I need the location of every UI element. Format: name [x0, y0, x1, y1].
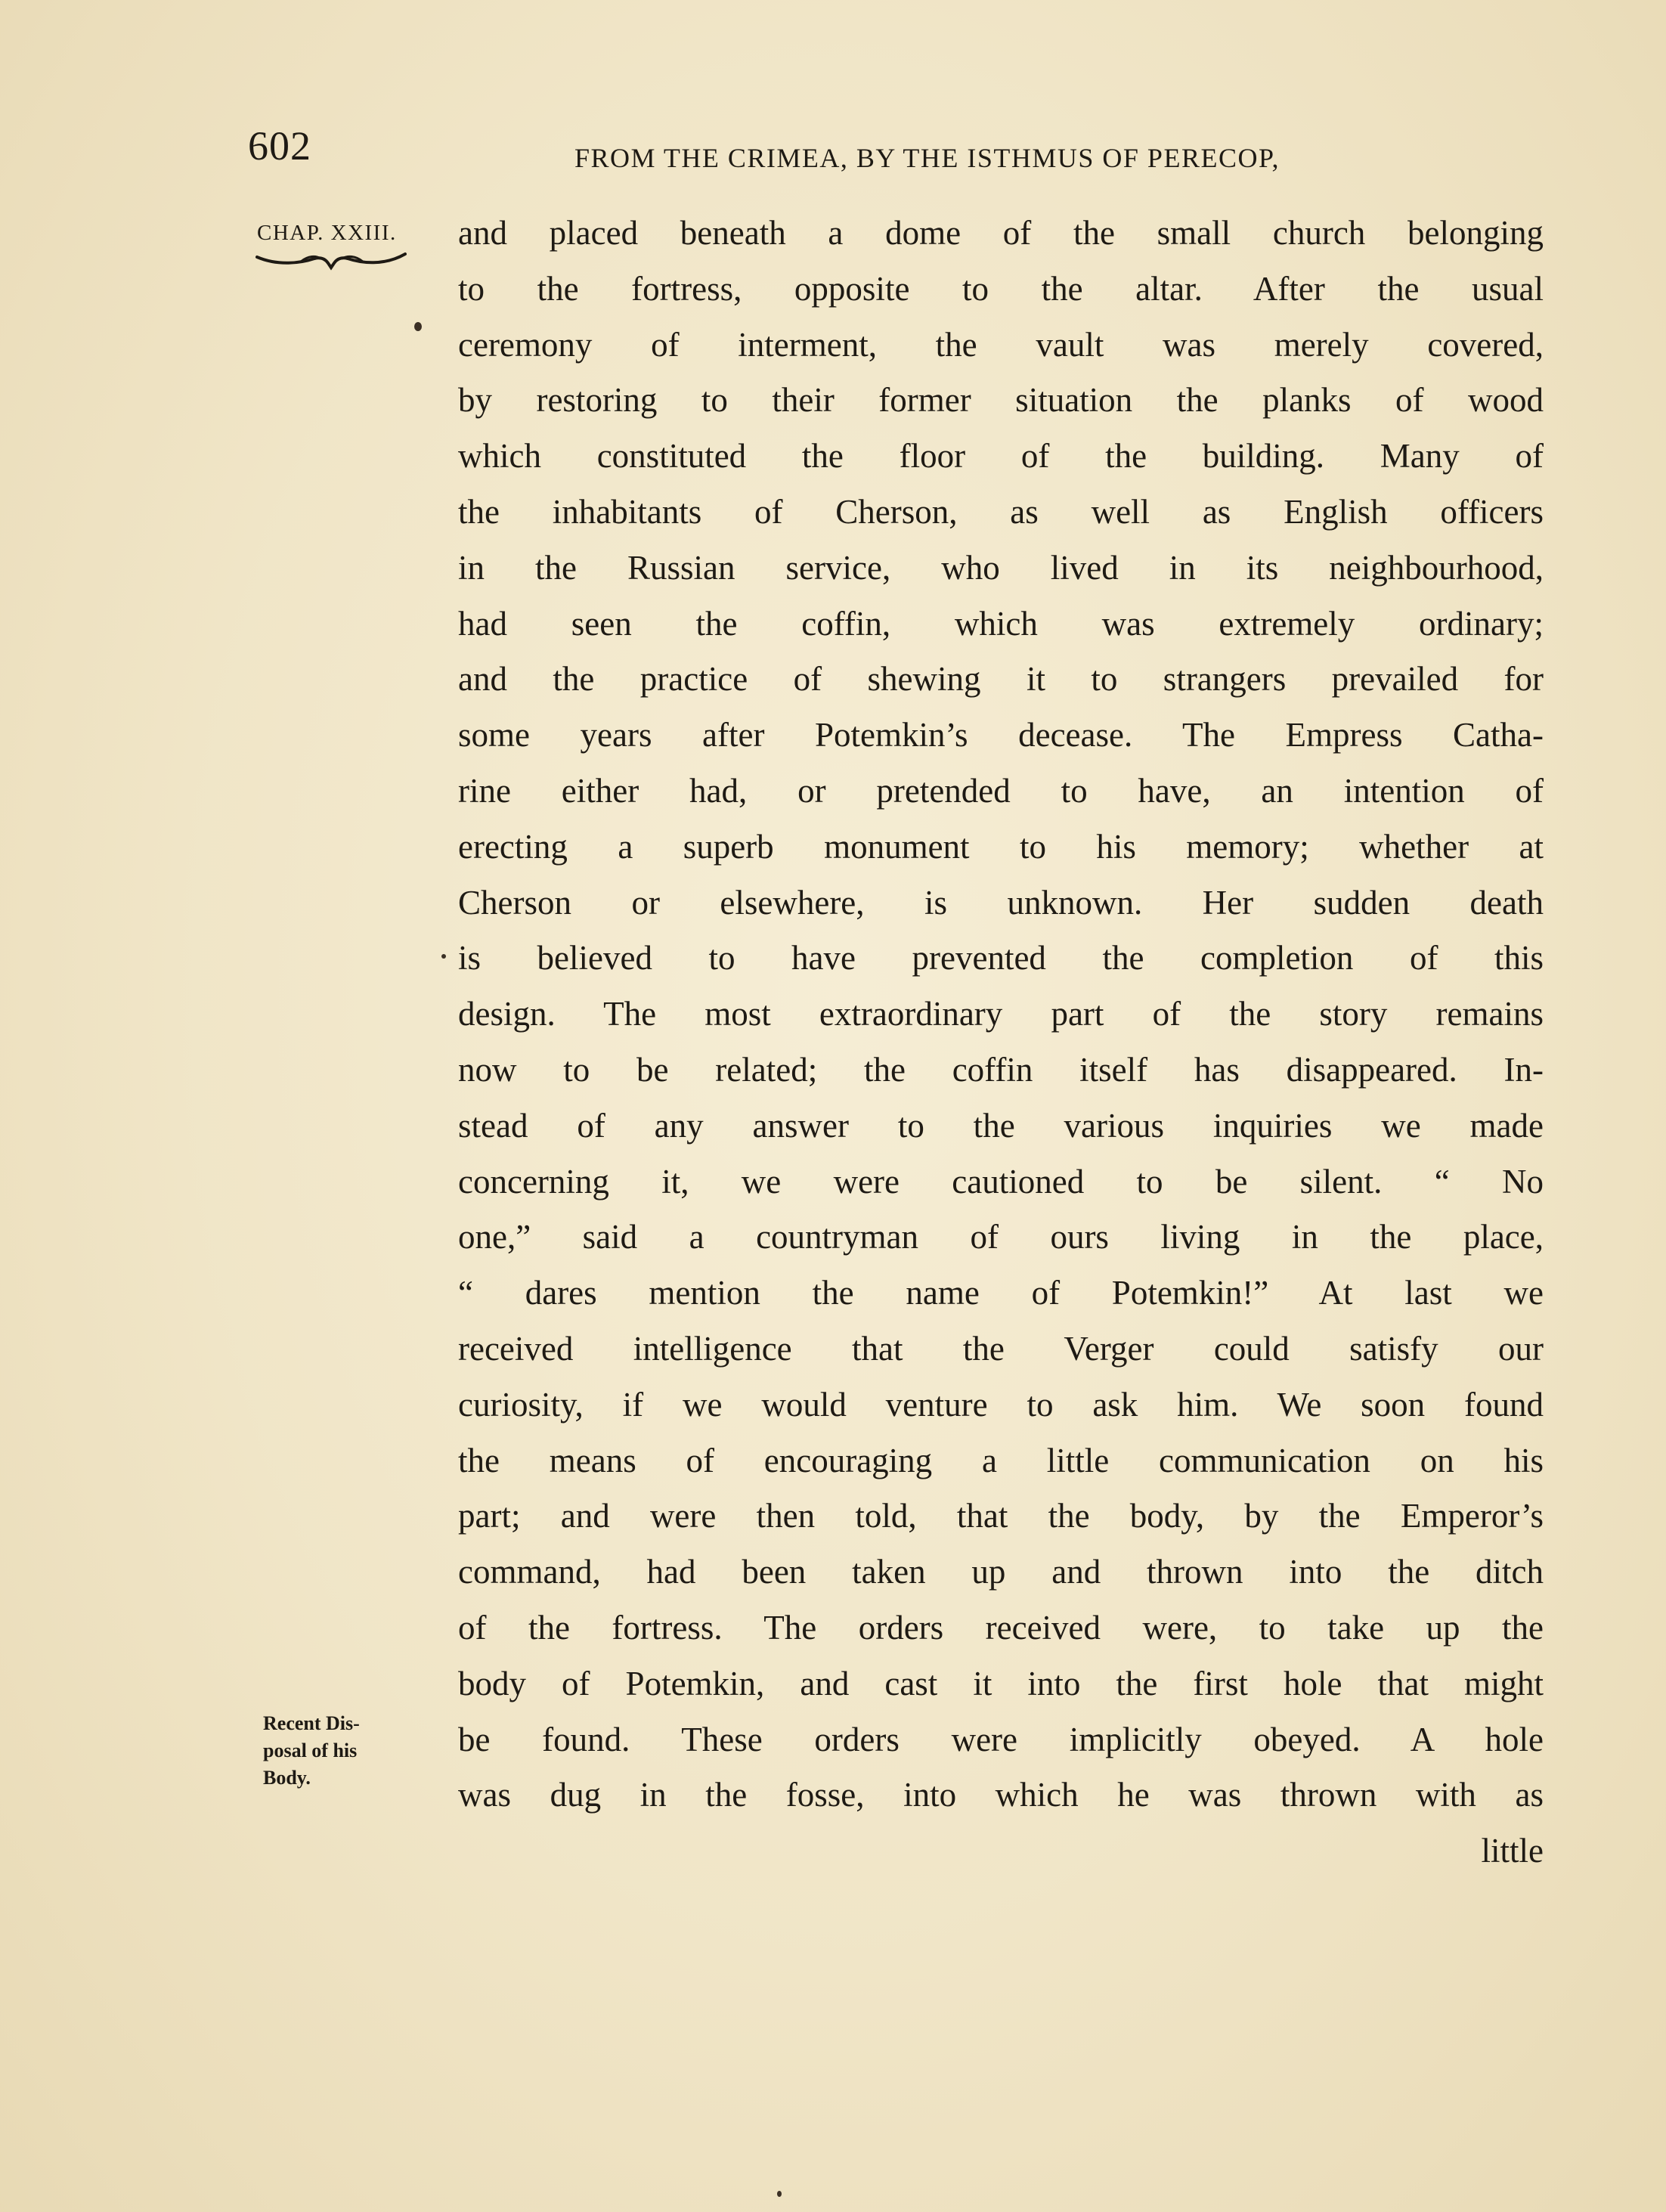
text-line: be found. These orders were implicitly obeyed. A hole [458, 1720, 1544, 1758]
paper-speck [414, 322, 422, 331]
text-line: now to be related; the coffin itself has disappeared. In- [458, 1050, 1544, 1089]
text-line: is believed to have prevented the completion of this [458, 939, 1544, 977]
text-line: erecting a superb monument to his memory; whether at [458, 827, 1544, 866]
running-title: FROM THE CRIMEA, BY THE ISTHMUS OF PERECOP, [574, 143, 1280, 173]
text-line: had seen the coffin, which was extremely ordinary; [458, 604, 1544, 643]
sidenote-line: Body. [263, 1767, 311, 1789]
text-line: stead of any answer to the various inquiries we made [458, 1106, 1544, 1145]
sidenote-line: posal of his [263, 1740, 358, 1761]
text-line: which constituted the floor of the building. Many of [458, 437, 1544, 476]
text-line: was dug in the fosse, into which he was thrown with as [458, 1776, 1544, 1814]
text-line: part; and were then told, that the body, by the Emperor’s [458, 1497, 1544, 1535]
chapter-label: CHAP. XXIII. [257, 221, 397, 245]
catchword: little [1481, 1832, 1544, 1870]
sidenote [263, 1710, 399, 1792]
text-line: by restoring to their former situation the planks of wood [458, 381, 1544, 420]
text-line: the means of encouraging a little communication on his [458, 1441, 1544, 1479]
paper-speck [777, 2191, 782, 2197]
text-line: rine either had, or pretended to have, an intention of [458, 771, 1544, 810]
text-line: design. The most extraordinary part of the story remains [458, 995, 1544, 1033]
chapter-ornament-icon [255, 249, 407, 280]
text-line: received intelligence that the Verger could satisfy our [458, 1329, 1544, 1368]
paper-speck [441, 954, 446, 959]
text-line: ceremony of interment, the vault was merely covered, [458, 325, 1544, 364]
text-line: “ dares mention the name of Potemkin!” At last we [458, 1274, 1544, 1312]
text-line: Cherson or elsewhere, is unknown. Her sudden death [458, 883, 1544, 922]
text-line: curiosity, if we would venture to ask him. We soon found [458, 1385, 1544, 1424]
page-number: 602 [248, 123, 311, 169]
text-line: some years after Potemkin’s decease. The Empress Catha- [458, 716, 1544, 754]
text-line: to the fortress, opposite to the altar. After the usual [458, 269, 1544, 308]
text-line: of the fortress. The orders received were, to take up the [458, 1608, 1544, 1647]
text-line: body of Potemkin, and cast it into the first hole that might [458, 1664, 1544, 1702]
text-line: command, had been taken up and thrown into the ditch [458, 1553, 1544, 1591]
text-line: one,” said a countryman of ours living in the place, [458, 1218, 1544, 1256]
text-line: and placed beneath a dome of the small church belonging [458, 214, 1544, 252]
sidenote-line: Recent Dis- [263, 1712, 360, 1734]
body-text [458, 206, 1544, 1879]
text-line: and the practice of shewing it to strangers prevailed for [458, 660, 1544, 699]
text-line: the inhabitants of Cherson, as well as English officers [458, 492, 1544, 531]
text-line: in the Russian service, who lived in its neighbourhood, [458, 548, 1544, 587]
text-line: concerning it, we were cautioned to be silent. “ No [458, 1162, 1544, 1200]
